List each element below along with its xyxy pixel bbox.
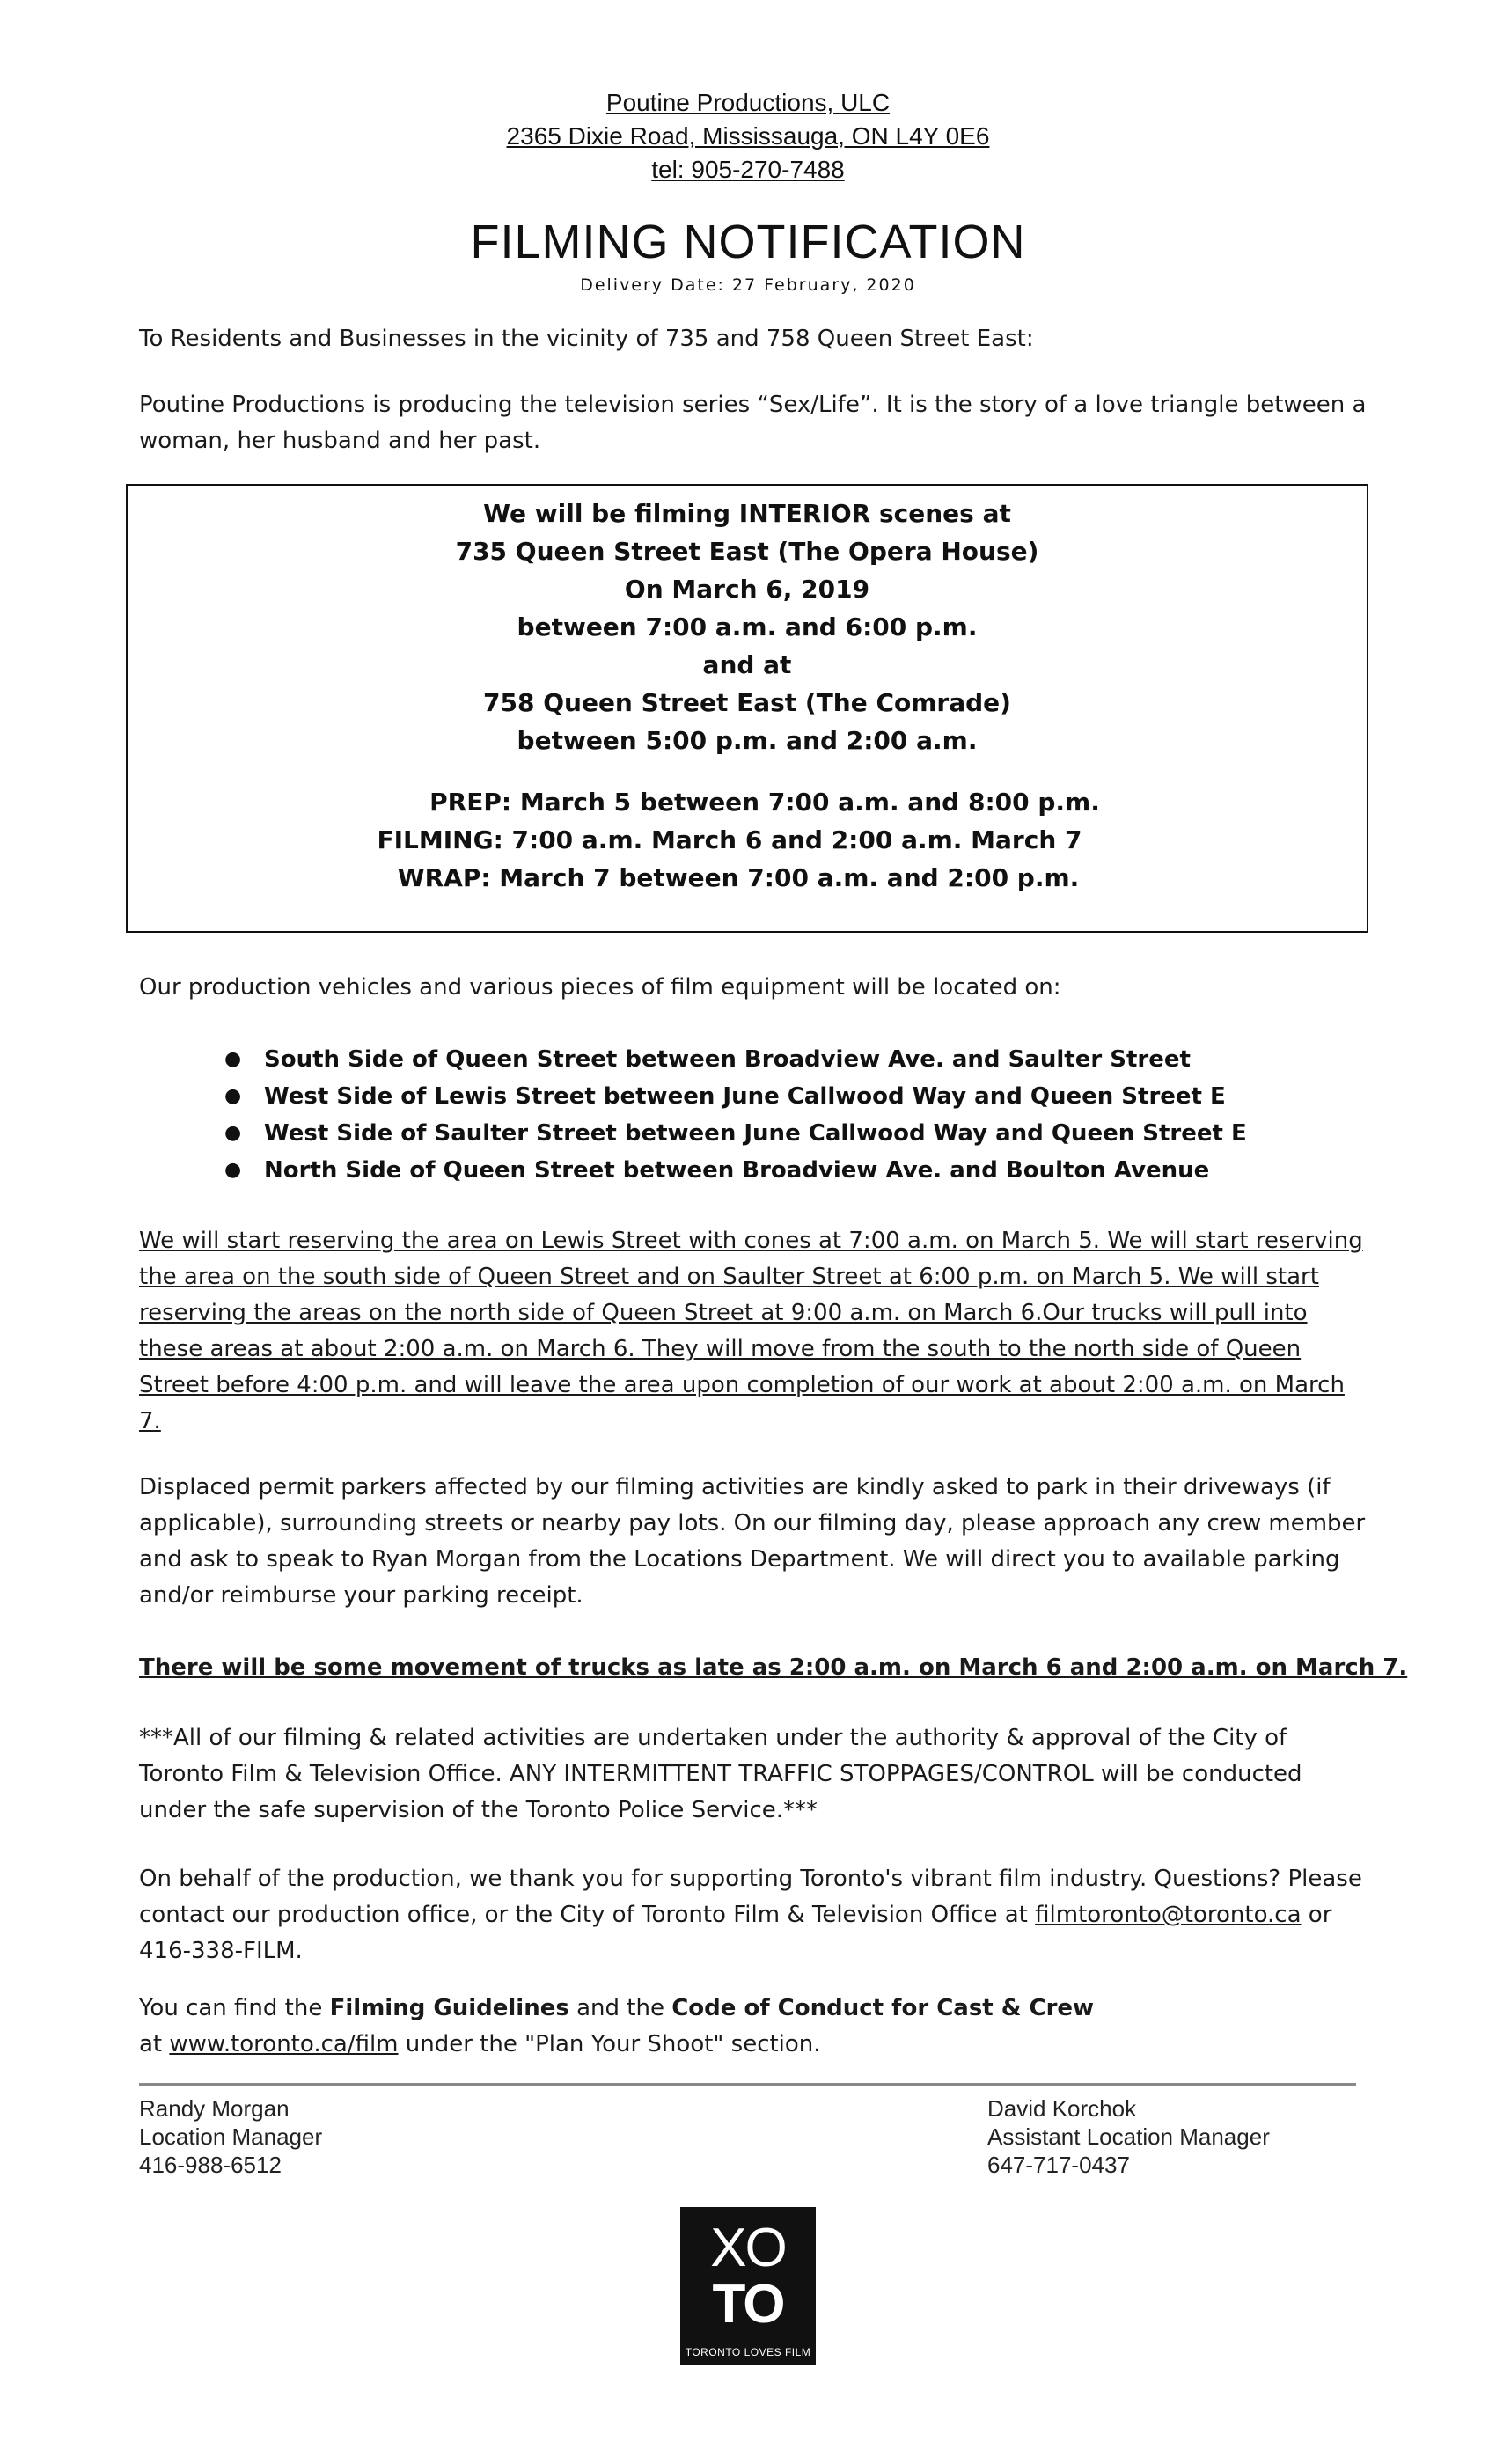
prep-line: PREP: March 5 between 7:00 a.m. and 8:00 p.m. xyxy=(429,788,1100,817)
divider xyxy=(139,2083,1356,2086)
page-title: FILMING NOTIFICATION xyxy=(470,216,1026,268)
salutation: To Residents and Businesses in the vicinity of 735 and 758 Queen Street East: xyxy=(139,326,1034,352)
vehicles-intro: Our production vehicles and various pieces of film equipment will be located on: xyxy=(139,974,1061,1001)
signatory-role: Assistant Location Manager xyxy=(987,2123,1270,2150)
guidelines-at: at xyxy=(139,2031,170,2057)
company-phone: tel: 905-270-7488 xyxy=(651,156,845,183)
list-item xyxy=(224,1152,1408,1189)
list-item xyxy=(224,1078,1408,1115)
signatory-role: Location Manager xyxy=(139,2123,323,2150)
bullet-icon: ● xyxy=(224,1122,242,1144)
wrap-line: WRAP: March 7 between 7:00 a.m. and 2:00 p.m. xyxy=(397,863,1080,892)
signatory-left xyxy=(139,2094,322,2179)
company-name: Poutine Productions, ULC xyxy=(605,89,891,116)
delivery-date: Delivery Date: 27 February, 2020 xyxy=(580,275,916,295)
thanks-text: On behalf of the production, we thank you for supporting Toronto's vibrant film industry. Questions? Please contact our production office, or the City of Toronto Film & Television Office at xyxy=(139,1866,1362,1928)
guidelines-paragraph xyxy=(139,1991,1371,2063)
schedule-line: 735 Queen Street East (The Opera House) xyxy=(455,537,1039,566)
thanks-phone: or 416-338-FILM. xyxy=(139,1902,1332,1964)
schedule-line: On March 6, 2019 xyxy=(624,575,870,604)
guidelines-and: and the xyxy=(568,1995,672,2021)
code-of-conduct-label: Code of Conduct for Cast & Crew xyxy=(671,1995,1095,2021)
schedule-line: and at xyxy=(702,650,792,679)
location-text: West Side of Saulter Street between June Callwood Way and Queen Street E xyxy=(264,1120,1247,1147)
signatory-phone: 416-988-6512 xyxy=(139,2152,282,2178)
guidelines-prefix: You can find the xyxy=(139,1995,330,2021)
logo-tagline: TORONTO LOVES FILM xyxy=(685,2346,811,2358)
signatory-name: David Korchok xyxy=(987,2095,1137,2122)
list-item xyxy=(224,1041,1408,1078)
film-url-link[interactable]: www.toronto.ca/film xyxy=(169,2031,399,2057)
schedule-line: between 7:00 a.m. and 6:00 p.m. xyxy=(517,612,978,642)
reservation-paragraph: We will start reserving the area on Lewis Street with cones at 7:00 a.m. on March 5. We will start reserving the area on the south side of Queen Street and on Saulter Street at 6:00 p.m. on March 5. We will start reserving the areas on the north side of Queen Street at 9:00 a.m. on March 6.Our trucks will pull into these areas at about 2:00 a.m. on March 6. They will move from the south to the north side of Queen Street before 4:00 p.m. and will leave the area upon completion of our work at about 2:00 a.m. on March 7. xyxy=(139,1228,1363,1434)
schedule-line: between 5:00 p.m. and 2:00 a.m. xyxy=(517,726,978,755)
signatory-phone: 647-717-0437 xyxy=(987,2152,1130,2178)
guidelines-suffix: under the "Plan Your Shoot" section. xyxy=(398,2031,821,2057)
schedule-line: 758 Queen Street East (The Comrade) xyxy=(483,688,1011,717)
intro-paragraph: Poutine Productions is producing the television series “Sex/Life”. It is the story of a love triangle between a woman, her husband and her past. xyxy=(139,392,1367,454)
letterhead xyxy=(0,86,1496,187)
signatory-name: Randy Morgan xyxy=(139,2095,290,2122)
location-text: West Side of Lewis Street between June Callwood Way and Queen Street E xyxy=(264,1083,1226,1110)
schedule-line: We will be filming INTERIOR scenes at xyxy=(483,499,1011,528)
authority-paragraph: ***All of our filming & related activities are undertaken under the authority & approval of the City of Toronto Film & Television Office. ANY INTERMITTENT TRAFFIC STOPPAGES/CONTROL will be conducted under the safe supervision of the Toronto Police Service.*** xyxy=(139,1725,1302,1823)
list-item xyxy=(224,1115,1408,1152)
location-text: South Side of Queen Street between Broadview Ave. and Saulter Street xyxy=(264,1046,1191,1073)
location-list xyxy=(224,1041,1408,1189)
schedule-box xyxy=(126,484,1368,933)
filming-line: FILMING: 7:00 a.m. March 6 and 2:00 a.m. March 7 xyxy=(377,825,1082,854)
company-address: 2365 Dixie Road, Mississauga, ON L4Y 0E6 xyxy=(506,122,990,150)
email-link[interactable]: filmtoronto@toronto.ca xyxy=(1035,1902,1302,1928)
bullet-icon: ● xyxy=(224,1159,242,1181)
logo-mark xyxy=(689,2216,807,2343)
trucks-notice: There will be some movement of trucks as late as 2:00 a.m. on March 6 and 2:00 a.m. on March 7. xyxy=(139,1654,1408,1681)
logo-bottom-text: TO xyxy=(712,2274,784,2335)
signatory-right xyxy=(987,2094,1270,2179)
thanks-paragraph xyxy=(139,1861,1371,1969)
bullet-icon: ● xyxy=(224,1048,242,1070)
location-text: North Side of Queen Street between Broadview Ave. and Boulton Avenue xyxy=(264,1157,1210,1184)
logo-top-text: XO xyxy=(710,2218,786,2278)
filming-guidelines-label: Filming Guidelines xyxy=(329,1995,569,2021)
parking-paragraph: Displaced permit parkers affected by our filming activities are kindly asked to park in their driveways (if applicable), surrounding streets or nearby pay lots. On our filming day, please approach any crew member and ask to speak to Ryan Morgan from the Locations Department. We will direct you to available parking and/or reimburse your parking receipt. xyxy=(139,1474,1366,1609)
toronto-loves-film-logo xyxy=(680,2207,816,2365)
bullet-icon: ● xyxy=(224,1085,242,1107)
